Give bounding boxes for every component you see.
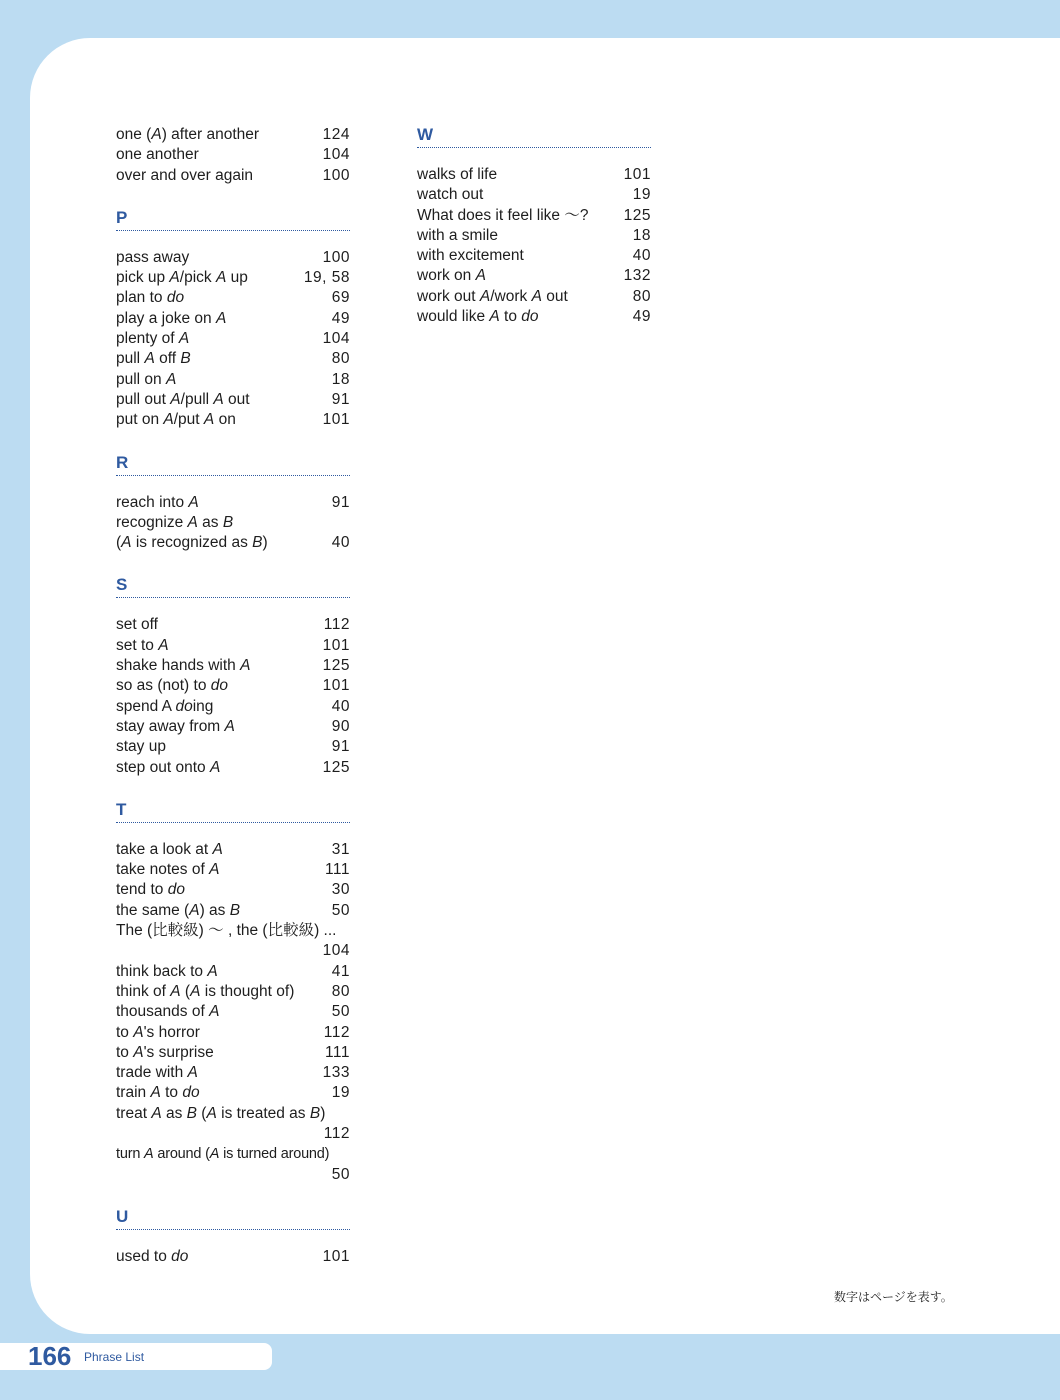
entry-page: 124 — [322, 126, 350, 143]
entry-page: 91 — [331, 390, 350, 408]
section-letter-header: U — [116, 1207, 350, 1230]
index-entry — [116, 349, 350, 369]
entry-page: 19, 58 — [303, 269, 350, 287]
entry-page: 41 — [331, 962, 350, 980]
entry-phrase: set to A — [116, 636, 169, 654]
entry-phrase: spend A doing — [116, 697, 214, 715]
index-entry — [116, 1144, 350, 1185]
section-letter-header: T — [116, 800, 350, 823]
section-r — [116, 453, 350, 554]
entry-page: 50 — [331, 1003, 350, 1021]
entry-page: 50 — [331, 1165, 350, 1183]
entry-page: 18 — [331, 370, 350, 388]
index-entry — [116, 1002, 350, 1022]
index-entry — [116, 921, 350, 962]
entry-phrase: over and over again — [116, 166, 254, 184]
section-s — [116, 575, 350, 777]
entry-page: 104 — [322, 330, 350, 348]
section-u — [116, 1207, 350, 1267]
entry-page: 125 — [322, 657, 350, 675]
index-entry — [116, 880, 350, 900]
index-entry — [116, 758, 350, 778]
section-letter-header: R — [116, 453, 350, 476]
entry-page: 18 — [632, 226, 651, 244]
entry-page: 90 — [331, 717, 350, 735]
section-entries — [116, 840, 350, 1185]
entry-phrase: would like A to do — [417, 308, 539, 326]
index-entry — [116, 636, 350, 656]
entry-page: 112 — [323, 1023, 350, 1041]
index-entry — [116, 248, 350, 268]
entry-phrase: put on A/put A on — [116, 411, 236, 429]
section-entries — [116, 248, 350, 431]
section-t — [116, 800, 350, 1185]
entry-page: 80 — [632, 287, 651, 305]
index-entry — [116, 533, 350, 553]
entry-page: 19 — [632, 186, 651, 204]
sections-right — [417, 125, 651, 327]
index-entry — [116, 982, 350, 1002]
entry-phrase: train A to do — [116, 1084, 200, 1102]
sections-left — [116, 208, 350, 1267]
entry-phrase: stay away from A — [116, 717, 235, 735]
entry-phrase: What does it feel like ～? — [417, 206, 589, 224]
entry-phrase: The (比較級) ～ , the (比較級) ... — [116, 922, 337, 940]
entry-phrase: play a joke on A — [116, 309, 227, 327]
entry-phrase: the same (A) as B — [116, 901, 241, 919]
entry-phrase: so as (not) to do — [116, 677, 229, 695]
entry-phrase: think back to A — [116, 962, 218, 980]
entry-phrase: think of A (A is thought of) — [116, 982, 295, 1000]
index-entry — [116, 288, 350, 308]
entry-phrase: watch out — [417, 186, 484, 204]
index-entry — [116, 410, 350, 430]
entry-page: 80 — [331, 350, 350, 368]
index-entry — [116, 901, 350, 921]
entry-phrase: used to do — [116, 1247, 189, 1265]
index-entry — [116, 125, 350, 145]
entry-phrase: work out A/work A out — [417, 287, 568, 305]
entry-phrase: take notes of A — [116, 861, 220, 879]
entry-phrase: trade with A — [116, 1064, 198, 1082]
entry-page: 101 — [322, 1247, 350, 1265]
entry-phrase: plenty of A — [116, 330, 190, 348]
index-column-right — [417, 125, 651, 349]
entry-page: 30 — [331, 881, 350, 899]
index-entry — [417, 226, 651, 246]
index-entry — [417, 266, 651, 286]
entry-phrase: to A's horror — [116, 1023, 200, 1041]
entry-phrase: pick up A/pick A up — [116, 269, 248, 287]
entry-phrase: set off — [116, 616, 158, 634]
section-o — [116, 125, 350, 186]
section-entries — [116, 493, 350, 554]
entry-page: 91 — [331, 493, 350, 511]
entry-phrase: with a smile — [417, 226, 498, 244]
section-w — [417, 125, 651, 327]
entry-phrase: treat A as B (A is treated as B) — [116, 1104, 326, 1122]
entry-page: 91 — [331, 738, 350, 756]
entry-phrase: pull A off B — [116, 350, 191, 368]
entry-phrase: work on A — [417, 267, 486, 285]
section-letter-header: S — [116, 575, 350, 598]
entry-page: 104 — [322, 942, 350, 960]
entry-phrase: stay up — [116, 738, 166, 756]
index-entry — [116, 268, 350, 288]
index-entry — [116, 717, 350, 737]
index-entry — [116, 145, 350, 165]
entry-phrase: one (A) after another — [116, 126, 260, 143]
index-entry — [417, 287, 651, 307]
entry-phrase: turn A around (A is turned around) — [116, 1146, 330, 1163]
entry-page: 100 — [322, 166, 350, 184]
index-entry — [116, 309, 350, 329]
entry-phrase: pull on A — [116, 370, 177, 388]
entry-page: 40 — [331, 534, 350, 552]
entry-page: 69 — [331, 289, 350, 307]
index-entry — [417, 307, 651, 327]
entry-page: 19 — [331, 1084, 350, 1102]
index-entry — [116, 513, 350, 533]
entry-phrase: thousands of A — [116, 1003, 220, 1021]
footer-title: Phrase List — [84, 1350, 145, 1364]
entry-page: 111 — [324, 861, 350, 879]
footer-page-number: 166 — [28, 1341, 72, 1371]
entry-phrase: recognize A as B — [116, 513, 234, 531]
index-entry — [417, 206, 651, 226]
entry-phrase: one another — [116, 146, 199, 164]
entry-page: 80 — [331, 982, 350, 1000]
index-entry — [116, 329, 350, 349]
entry-page: 50 — [331, 901, 350, 919]
index-entry — [116, 737, 350, 757]
entry-page: 125 — [322, 758, 350, 776]
entry-phrase: pull out A/pull A out — [116, 390, 250, 408]
index-entry — [116, 1104, 350, 1145]
entries-o — [116, 125, 350, 186]
entry-page: 133 — [322, 1064, 350, 1082]
section-entries — [116, 615, 350, 777]
index-entry — [116, 962, 350, 982]
entry-page: 104 — [322, 146, 350, 164]
index-entry — [116, 615, 350, 635]
entry-page: 112 — [323, 616, 350, 634]
index-entry — [116, 656, 350, 676]
entry-phrase: (A is recognized as B) — [116, 534, 268, 552]
index-entry — [116, 1023, 350, 1043]
index-entry — [116, 1043, 350, 1063]
index-entry — [116, 166, 350, 186]
entry-page — [344, 513, 350, 533]
index-entry — [116, 1083, 350, 1103]
index-entry — [116, 370, 350, 390]
entry-page: 132 — [623, 267, 651, 285]
entry-page: 100 — [322, 248, 350, 266]
entry-phrase: with excitement — [417, 247, 524, 265]
entry-page: 111 — [324, 1043, 350, 1061]
entry-page: 101 — [623, 166, 651, 183]
index-entry — [417, 246, 651, 266]
index-entry — [116, 493, 350, 513]
entry-phrase: take a look at A — [116, 840, 223, 858]
entry-page: 101 — [322, 677, 350, 695]
section-p — [116, 208, 350, 431]
section-letter-header: P — [116, 208, 350, 231]
entry-page: 40 — [331, 697, 350, 715]
entry-phrase: reach into A — [116, 493, 199, 511]
index-entry — [116, 390, 350, 410]
index-column-left — [116, 125, 350, 1289]
entry-page: 31 — [331, 840, 350, 858]
entry-phrase: to A's surprise — [116, 1043, 214, 1061]
entry-page: 49 — [632, 308, 651, 326]
section-entries — [116, 1247, 350, 1267]
index-entry — [417, 165, 651, 185]
entry-phrase: plan to do — [116, 289, 185, 307]
entry-phrase: step out onto A — [116, 758, 221, 776]
section-entries — [417, 165, 651, 327]
entry-phrase: tend to do — [116, 881, 185, 899]
page-number-note: 数字はページを表す。 — [834, 1290, 953, 1304]
section-letter-header: W — [417, 125, 651, 148]
entry-phrase: shake hands with A — [116, 657, 251, 675]
entry-page: 101 — [322, 411, 350, 429]
entry-page: 49 — [331, 309, 350, 327]
entry-page: 125 — [623, 206, 651, 224]
index-entry — [116, 697, 350, 717]
index-entry — [116, 860, 350, 880]
entry-page: 112 — [323, 1124, 350, 1142]
entry-page: 40 — [632, 247, 651, 265]
index-entry — [417, 185, 651, 205]
index-entry — [116, 676, 350, 696]
entry-page: 101 — [322, 636, 350, 654]
entry-phrase: pass away — [116, 248, 190, 266]
entry-phrase: walks of life — [417, 166, 498, 183]
index-entry — [116, 840, 350, 860]
index-entry — [116, 1063, 350, 1083]
index-entry — [116, 1247, 350, 1267]
